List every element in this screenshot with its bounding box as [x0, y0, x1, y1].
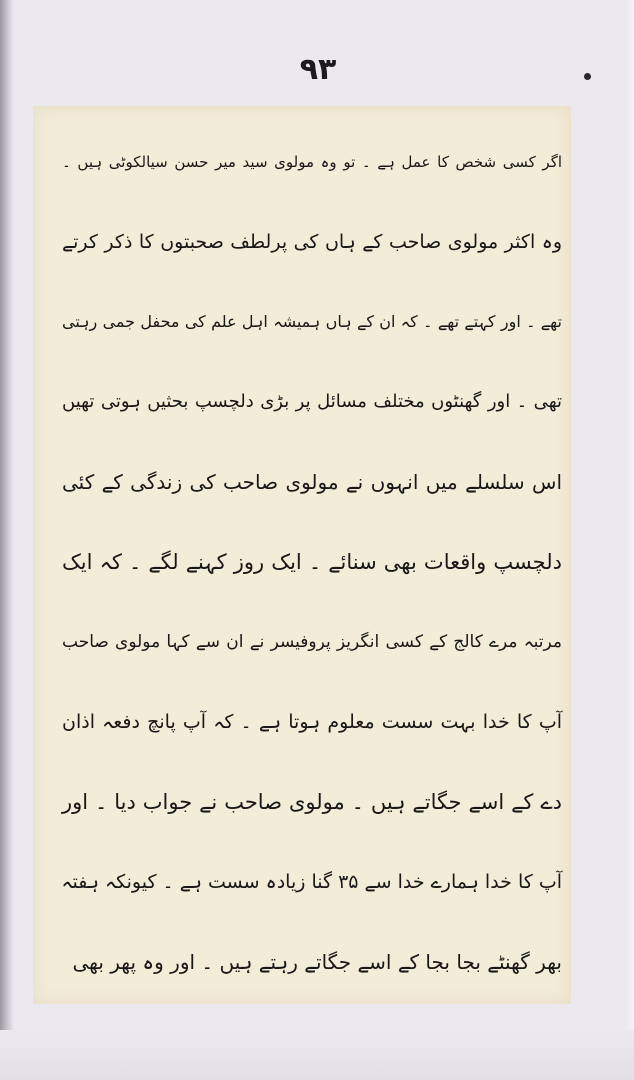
page-number: ۹۳ [299, 52, 337, 87]
margin-dot [584, 73, 591, 80]
text-line: آپ کا خدا بہت سست معلوم ہوتا ہے ۔ کہ آپ پانچ دفعہ اذان [62, 711, 562, 733]
text-line: تھی ۔ اور گھنٹوں مختلف مسائل پر بڑی دلچسپ بحثیں ہوتی تھیں [62, 391, 562, 412]
text-line: اگر کسی شخص کا عمل ہے ۔ تو وہ مولوی سید میر حسن سیالکوٹی ہیں ۔ [62, 153, 562, 171]
text-line: اس سلسلے میں انہوں نے مولوی صاحب کی زندگی کے کئی [62, 470, 562, 494]
page-bottom-margin [0, 1030, 634, 1080]
text-line: مرتبہ مرے کالج کے کسی انگریز پروفیسر نے ان سے کہا مولوی صاحب [62, 632, 562, 652]
text-line: دلچسپ واقعات بھی سنائے ۔ ایک روز کہنے لگے ۔ کہ ایک [62, 550, 562, 574]
urdu-text-block [62, 122, 562, 1002]
binding-shadow [0, 0, 14, 1080]
text-line: دے کے اسے جگاتے ہیں ۔ مولوی صاحب نے جواب دیا ۔ اور [62, 790, 562, 814]
text-line: بھر گھنٹے بجا بجا کے اسے جگاتے رہتے ہیں ۔ اور وہ پھر بھی [72, 950, 562, 974]
text-line: وہ اکثر مولوی صاحب کے ہاں کی پرلطف صحبتوں کا ذکر کرتے [62, 231, 562, 253]
page-edge [624, 0, 634, 1080]
text-line: تھے ۔ اور کہتے تھے ۔ کہ ان کے ہاں ہمیشہ اہل علم کی محفل جمی رہتی [62, 312, 562, 331]
text-line: آپ کا خدا ہمارے خدا سے ۳۵ گنا زیادہ سست ہے ۔ کیونکہ ہفتہ [61, 871, 562, 893]
